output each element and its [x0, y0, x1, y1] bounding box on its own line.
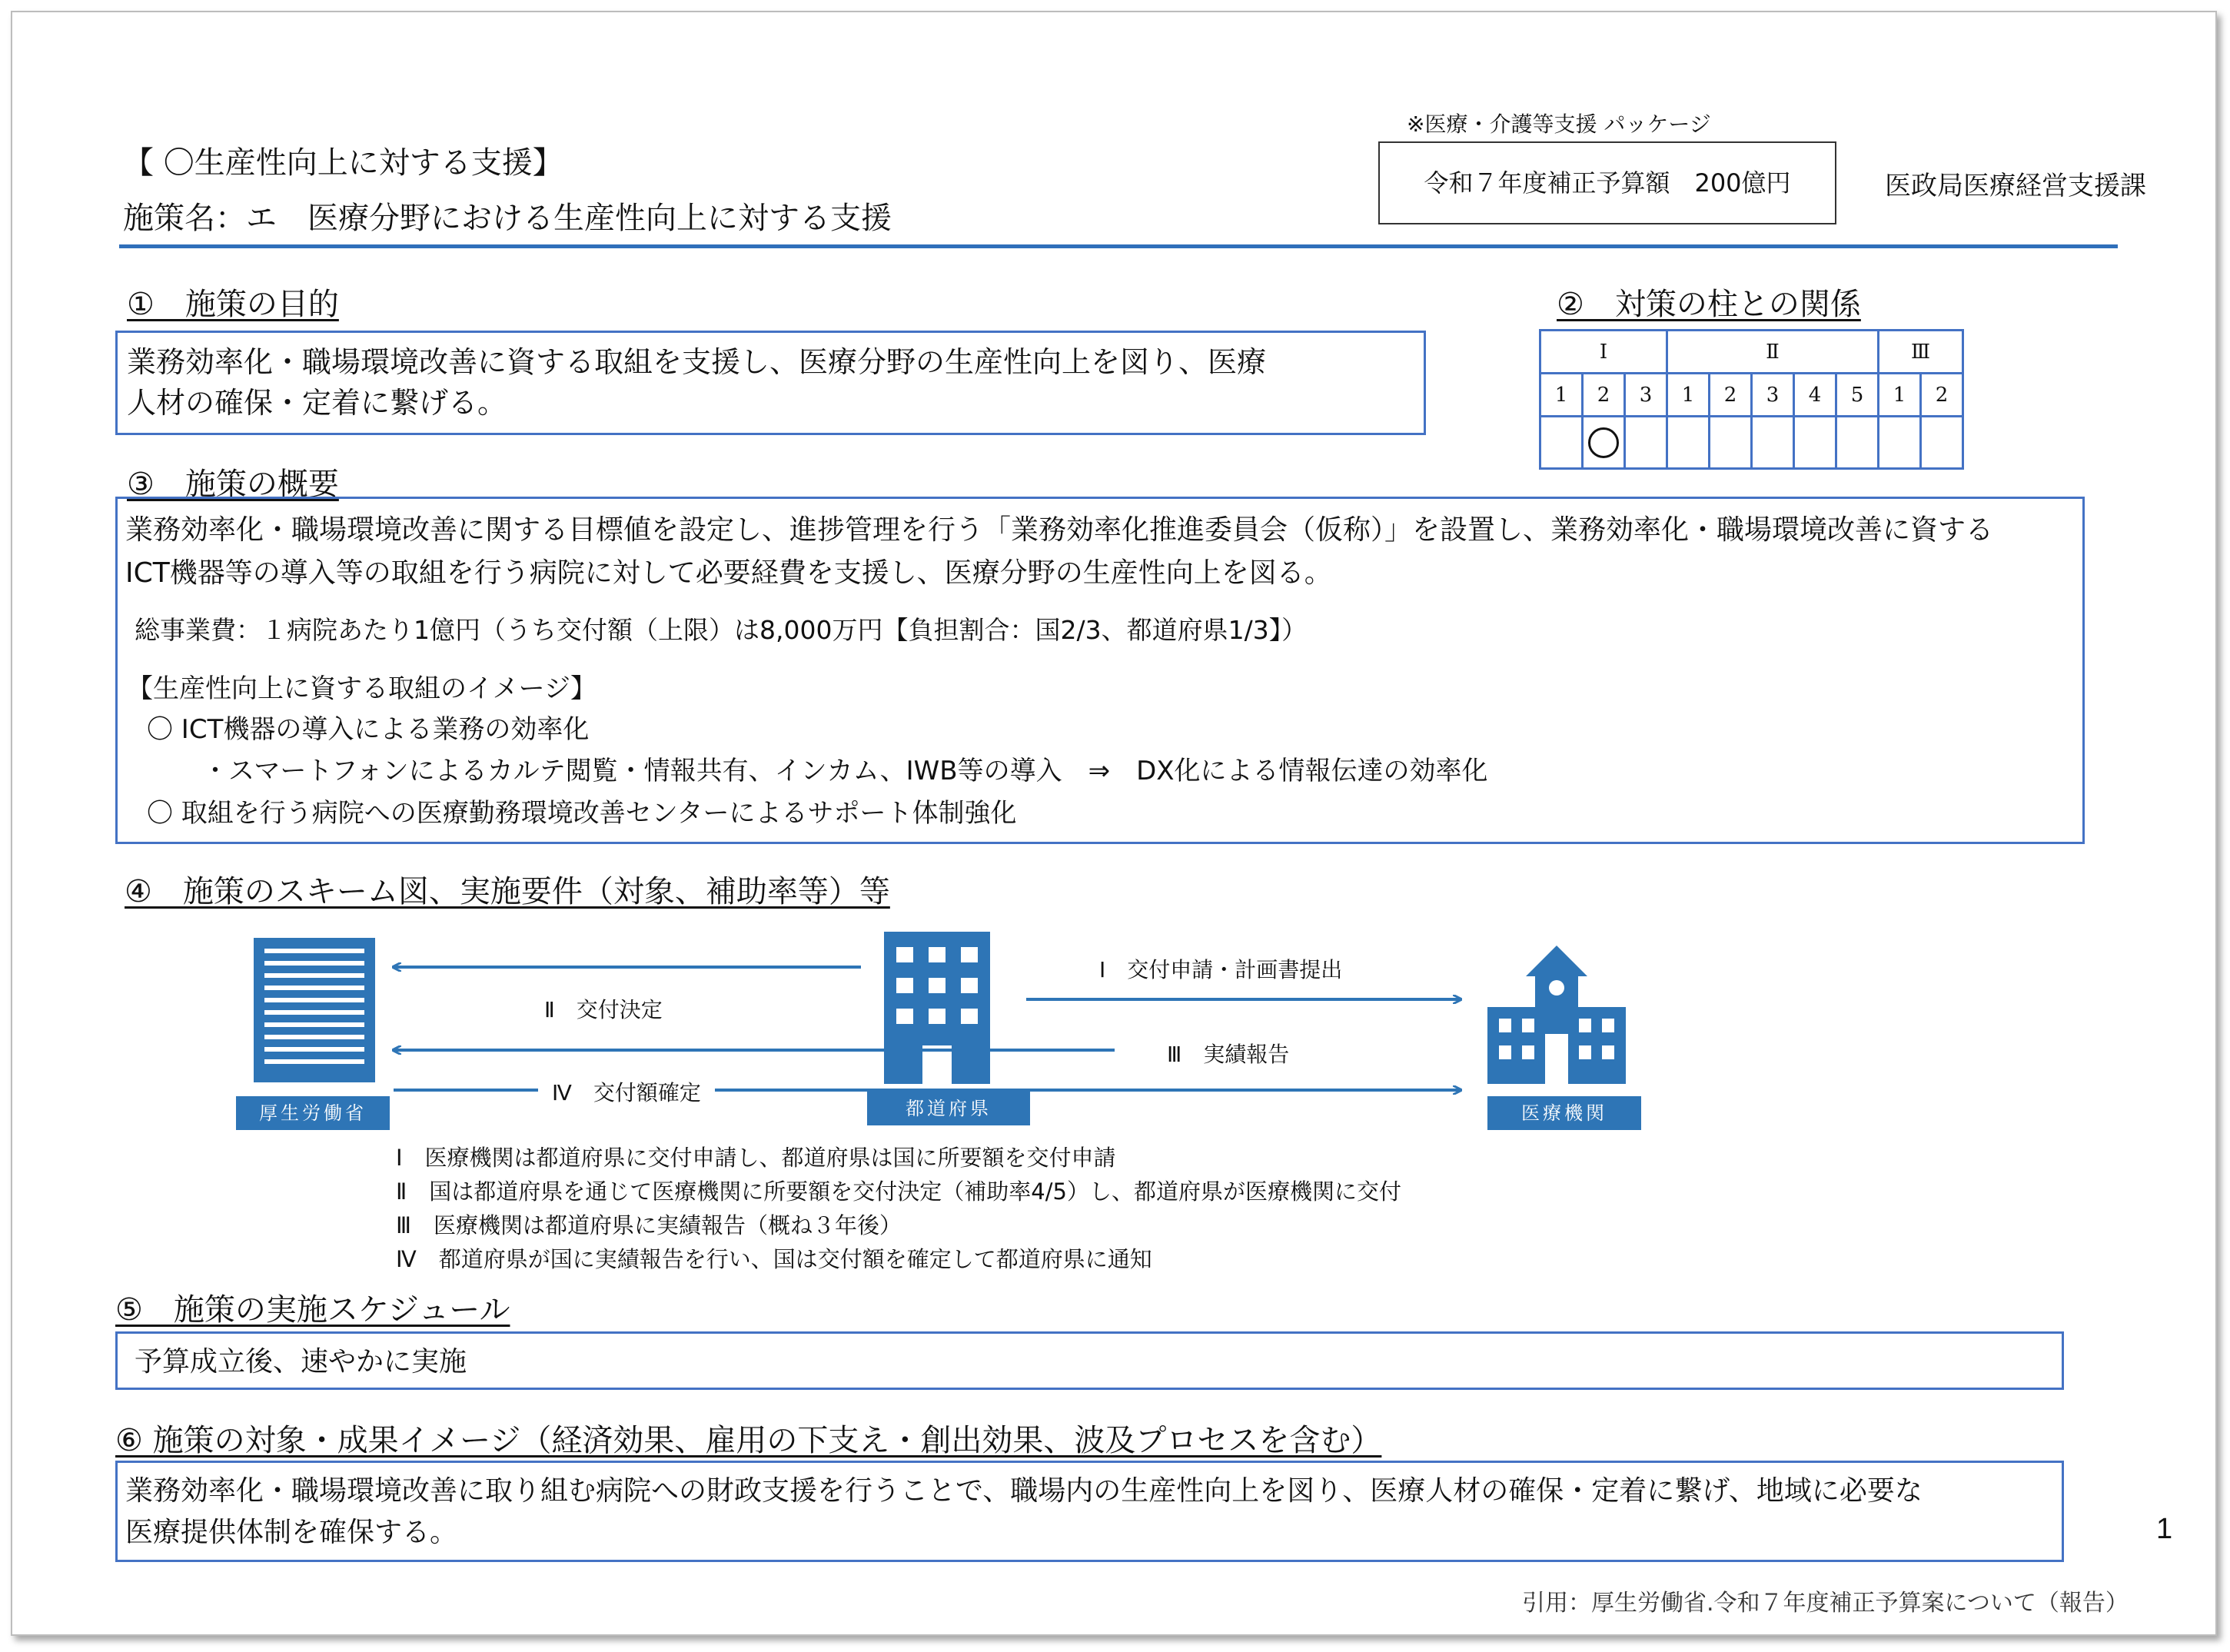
- department: 医政局医療経営支援課: [1885, 171, 2146, 201]
- pillar-num: 1: [1667, 374, 1710, 417]
- pillar-num: 1: [1879, 374, 1921, 417]
- s5-box: [115, 1331, 2064, 1390]
- arrow-3-label: Ⅲ 実績報告: [1153, 1038, 1303, 1069]
- s3-line-2: ICT機器等の導入等の取組を行う病院に対して必要経費を支援し、医療分野の生産性向上を図る。: [125, 557, 1332, 589]
- prefecture-label: 都道府県: [867, 1092, 1030, 1125]
- s3-line-4: 【生産性向上に資する取組のイメージ】: [127, 673, 597, 704]
- pillar-num: 3: [1625, 374, 1667, 417]
- hospital-label: 医療機関: [1487, 1096, 1641, 1130]
- s1-text-2: 人材の確保・定着に繋げる。: [127, 386, 507, 420]
- s5-title: ⑤ 施策の実施スケジュール: [115, 1292, 510, 1328]
- arrow-2-label: Ⅱ 交付決定: [530, 993, 676, 1024]
- pillar-num: 5: [1836, 374, 1879, 417]
- policy-name: 施策名：エ 医療分野における生産性向上に対する支援: [123, 201, 892, 236]
- prefecture-building-icon: [884, 932, 990, 1084]
- hospital-building-icon: [1487, 946, 1626, 1084]
- pillar-num: 1: [1540, 374, 1583, 417]
- pillar-group-2: Ⅱ: [1667, 331, 1879, 374]
- s4-title: ④ 施策のスキーム図、実施要件（対象、補助率等）等: [125, 874, 890, 909]
- pillar-num: 3: [1752, 374, 1794, 417]
- pillar-num: 2: [1710, 374, 1752, 417]
- s3-line-7: 〇 取組を行う病院への医療勤務環境改善センターによるサポート体制強化: [147, 798, 1017, 829]
- pillar-group-3: Ⅲ: [1879, 331, 1963, 374]
- s2-title: ② 対策の柱との関係: [1557, 287, 1861, 322]
- pillar-num: 2: [1583, 374, 1625, 417]
- s1-title: ① 施策の目的: [127, 287, 339, 322]
- scheme-note: Ⅳ 都道府県が国に実績報告を行い、国は交付額を確定して都道府県に通知: [396, 1246, 1152, 1272]
- s3-line-5: 〇 ICT機器の導入による業務の効率化: [147, 714, 590, 745]
- ministry-label: 厚生労働省: [236, 1096, 390, 1130]
- scheme-notes: [396, 1141, 1401, 1276]
- s6-title: ⑥ 施策の対象・成果イメージ（経済効果、雇用の下支え・創出効果、波及プロセスを含む）: [115, 1423, 1382, 1458]
- scheme-note: Ⅰ 医療機関は都道府県に交付申請し、都道府県は国に所要額を交付申請: [396, 1145, 1116, 1171]
- pillar-num: 2: [1921, 374, 1963, 417]
- s3-line-6: ・スマートフォンによるカルテ閲覧・情報共有、インカム、IWB等の導入 ⇒ DX化による情報伝達の効率化: [202, 756, 1488, 786]
- pillar-group-1: Ⅰ: [1540, 331, 1667, 374]
- s5-text: 予算成立後、速やかに実施: [135, 1346, 467, 1378]
- s6-text-1: 業務効率化・職場環境改善に取り組む病院への財政支援を行うことで、職場内の生産性向上を図り、医療人材の確保・定着に繋げ、地域に必要な: [125, 1475, 1923, 1507]
- s3-line-3: 総事業費：１病院あたり1億円（うち交付額（上限）は8,000万円【負担割合：国2/3、都道府県1/3】）: [135, 615, 1308, 645]
- category-heading: 【 〇生産性向上に対する支援】: [123, 145, 563, 181]
- s6-box: [115, 1461, 2064, 1562]
- s3-line-1: 業務効率化・職場環境改善に関する目標値を設定し、進捗管理を行う「業務効率化推進委員会（仮称）」を設置し、業務効率化・職場環境改善に資する: [125, 514, 1994, 546]
- arrow-4-label: Ⅳ 交付額確定: [538, 1076, 715, 1107]
- citation: 引用：厚生労働省.令和７年度補正予算案について（報告）: [1522, 1590, 2129, 1617]
- page-number: 1: [2156, 1513, 2173, 1545]
- s6-text-2: 医療提供体制を確保する。: [125, 1517, 458, 1548]
- scheme-note: Ⅱ 国は都道府県を通じて医療機関に所要額を交付決定（補助率4/5）し、都道府県が医療機関に交付: [396, 1178, 1401, 1205]
- scheme-note: Ⅲ 医療機関は都道府県に実績報告（概ね３年後）: [396, 1212, 902, 1238]
- pillar-num: 4: [1794, 374, 1836, 417]
- s1-text-1: 業務効率化・職場環境改善に資する取組を支援し、医療分野の生産性向上を図り、医療: [127, 345, 1267, 379]
- arrow-1-label: Ⅰ 交付申請・計画書提出: [1085, 953, 1356, 984]
- package-note: ※医療・介護等支援 パッケージ: [1407, 111, 1711, 137]
- s3-title: ③ 施策の概要: [127, 467, 339, 502]
- budget-box: 令和７年度補正予算額 200億円: [1378, 141, 1836, 224]
- ministry-building-icon: [254, 938, 375, 1082]
